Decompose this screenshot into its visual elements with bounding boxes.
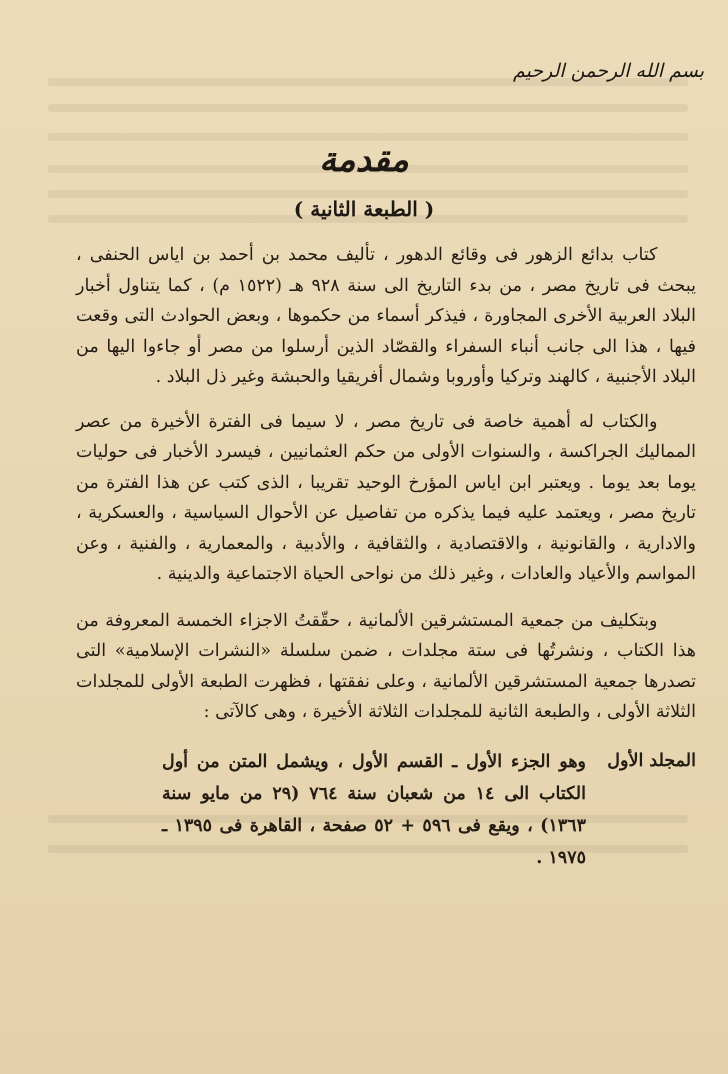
basmala-heading: بسم الله الرحمن الرحيم: [513, 60, 704, 82]
body-text: [76, 240, 696, 874]
volume-entry: [76, 746, 696, 874]
paragraph-1: كتاب بدائع الزهور فى وقائع الدهور ، تأليف محمد بن أحمد بن اياس الحنفى ، يبحث فى تاريخ مصر ، من بدء التاريخ الى سنة ٩٢٨ هـ (١٥٢٢ م) ، كما يتناول أخبار البلاد العربية الأخرى المجاورة ، فيذكر أسماء من حكموها ، وبعض الحوادث التى وقعت فيها ، هذا الى جانب أنباء السفراء والقصّاد الذين أرسلوا من مصر أو جاءوا اليها من البلاد الأجنبية ، كالهند وتركيا وأوروبا وشمال أفريقيا والحبشة وغير ذل البلاد .: [76, 245, 696, 387]
bleed-through-line: [48, 104, 688, 112]
paragraph-gap: [76, 393, 696, 407]
page-subtitle: ( الطبعة الثانية ): [293, 197, 435, 221]
volume-description: وهو الجزء الأول ـ القسم الأول ، ويشمل المتن من أول الكتاب الى ١٤ من شعبان سنة ٧٦٤ (٢٩ من مايو سنة ١٣٦٣) ، ويقع فى ٥٩٦ + ٥٢ صفحة ، القاهرة فى ١٣٩٥ ـ ١٩٧٥ .: [162, 751, 586, 868]
paragraph-2: والكتاب له أهمية خاصة فى تاريخ مصر ، لا سيما فى الفترة الأخيرة من عصر المماليك الجراكسة ، والسنوات الأولى من حكم العثمانيين ، فيسرد الأخبار فى حوليات يوما بعد يوما . ويعتبر ابن اياس المؤرخ الوحيد تقريبا ، الذى كتب عن هذا الفترة من تاريخ مصر ، ويعتمد عليه فيما يذكره من تفاصيل عن الأحوال السياسية ، والعسكرية ، والادارية ، والقانونية ، والاقتصادية ، والثقافية ، والأدبية ، والمعمارية ، والفنية ، وعن المواسم والأعياد والعادات ، وغير ذلك من نواحى الحياة الاجتماعية والدينية .: [76, 411, 696, 584]
page-title: مقدمة: [319, 140, 409, 180]
paragraph-3: وبتكليف من جمعية المستشرقين الألمانية ، حقّقتُ الاجزاء الخمسة المعروفة من هذا الكتاب ، ونشرتُها فى ستة مجلدات ، ضمن سلسلة «النشرات الإسلامية» التى تصدرها جمعية المستشرقين الألمانية ، وعلى نفقتها ، فظهرت الطبعة الأولى للمجلدات الثلاثة الأولى ، والطبعة الثانية للمجلدات الثلاثة الأخيرة ، وهى كالآتى :: [76, 610, 696, 722]
paragraph-gap: [76, 590, 696, 606]
volume-label: المجلد الأول: [607, 750, 696, 771]
